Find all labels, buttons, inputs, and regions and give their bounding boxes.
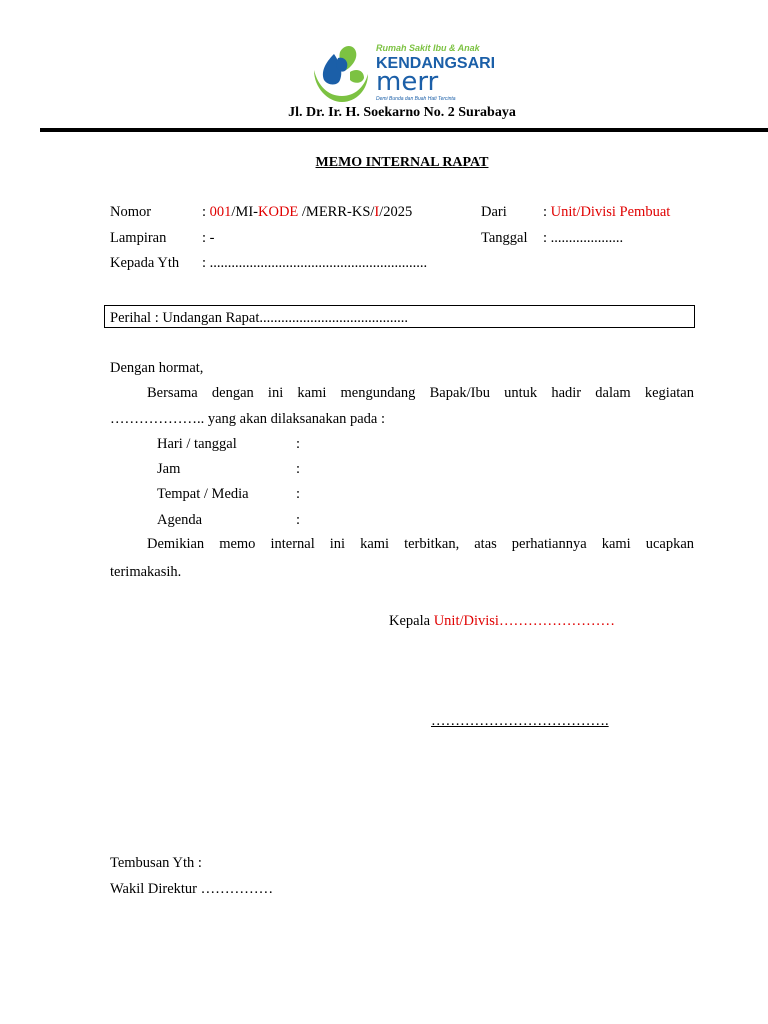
kepada-label: Kepada Yth [110, 255, 180, 271]
logo-tagline: Demi Bunda dan Buah Hati Tercinta [376, 96, 456, 102]
detail-label-hari: Hari / tanggal [157, 436, 237, 452]
body-line-2: ……………….. yang akan dilaksanakan pada : [110, 411, 386, 427]
tanggal-value: : .................... [543, 230, 624, 246]
nomor-label: Nomor [110, 204, 152, 220]
hospital-address: Jl. Dr. Ir. H. Soekarno No. 2 Surabaya [288, 105, 516, 120]
tembusan-item: Wakil Direktur …………… [110, 881, 274, 897]
detail-label-agenda: Agenda [157, 512, 203, 528]
kepada-value: : ............................................................ [202, 255, 428, 271]
body-line-1: Bersama dengan ini kami mengundang Bapak/Ibu untuk hadir dalam kegiatan [147, 385, 694, 401]
tembusan-label: Tembusan Yth : [110, 855, 202, 871]
detail-colon-hari: : [296, 436, 301, 452]
logo-line3: merr [376, 67, 439, 97]
nomor-value: : 001/MI-KODE /MERR-KS/I/2025 [202, 204, 413, 220]
logo-line1: Rumah Sakit Ibu & Anak [376, 43, 480, 53]
logo-line2: KENDANGSARI [376, 55, 496, 72]
logo-emblem-icon [314, 46, 368, 102]
detail-label-jam: Jam [157, 461, 181, 477]
dari-value: : Unit/Divisi Pembuat [543, 204, 671, 220]
lampiran-label: Lampiran [110, 230, 167, 246]
memo-title: MEMO INTERNAL RAPAT [315, 155, 489, 170]
detail-colon-agenda: : [296, 512, 301, 528]
greeting: Dengan hormat, [110, 360, 204, 376]
detail-colon-jam: : [296, 461, 301, 477]
dari-label: Dari [481, 204, 507, 220]
detail-colon-tempat: : [296, 486, 301, 502]
perihal-text: Perihal : Undangan Rapat......................................... [110, 310, 409, 326]
tanggal-label: Tanggal [481, 230, 528, 246]
closing-line-2: terimakasih. [110, 564, 182, 580]
signature-line: ………………………………. [431, 713, 609, 729]
lampiran-value: : - [202, 230, 215, 246]
header-divider [40, 128, 768, 132]
hospital-logo [310, 40, 510, 106]
detail-label-tempat: Tempat / Media [157, 486, 249, 502]
closing-line-1: Demikian memo internal ini kami terbitkan, atas perhatiannya kami ucapkan [147, 536, 694, 552]
signer-title: Kepala Unit/Divisi…………………… [389, 613, 615, 629]
